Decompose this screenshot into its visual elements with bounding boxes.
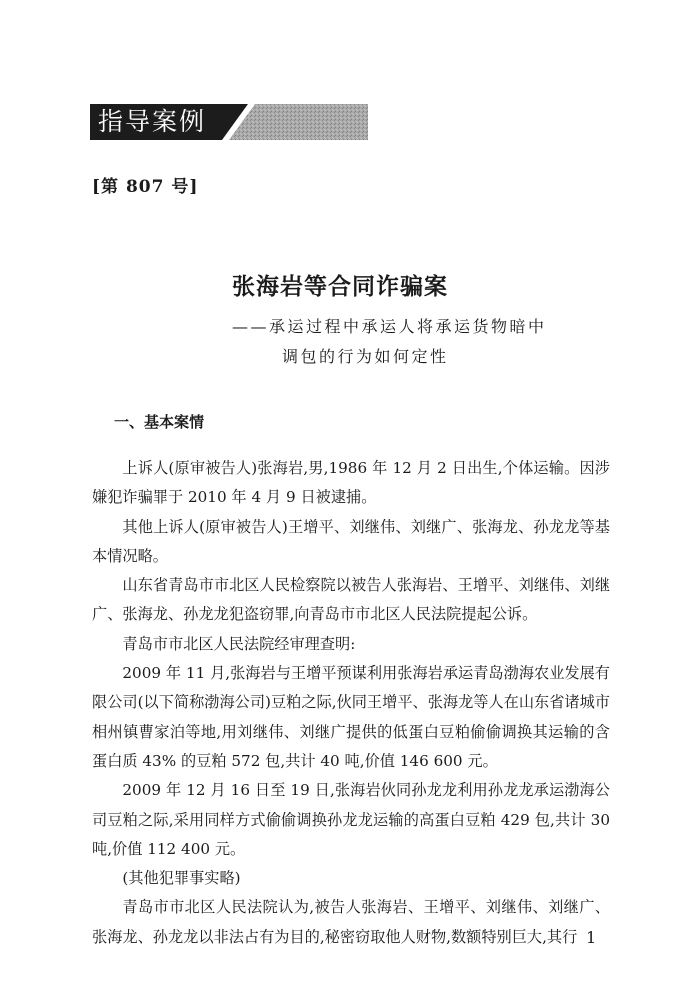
- paragraph: 青岛市市北区人民法院经审理查明:: [122, 634, 356, 653]
- case-subtitle-line-2: 调包的行为如何定性: [282, 347, 449, 366]
- paragraph: 上诉人(原审被告人)张海岩,男,1986 年 12 月 2 日出生,个体运输。因涉嫌犯诈骗罪于 2010 年 4 月 9 日被逮捕。: [92, 459, 610, 507]
- paragraph: (其他犯罪事实略): [122, 869, 241, 888]
- case-number: [第 807 号]: [92, 177, 199, 197]
- case-title: 张海岩等合同诈骗案: [232, 273, 448, 300]
- paragraph: 2009 年 12 月 16 日至 19 日,张海岩伙同孙龙龙利用孙龙龙承运渤海公司豆粕之际,采用同样方式偷偷调换孙龙龙运输的高蛋白豆粕 429 包,共计 30 吨,价值 112 400 元。: [92, 781, 610, 858]
- body-text: [92, 454, 610, 952]
- section-heading: 一、基本案情: [114, 413, 205, 431]
- page-number: 1: [586, 928, 597, 947]
- guiding-case-banner: [90, 104, 370, 140]
- case-subtitle-line-1: ——承运过程中承运人将承运货物暗中: [232, 317, 547, 336]
- banner-label: 指导案例: [98, 107, 207, 136]
- paragraph: 青岛市市北区人民法院认为,被告人张海岩、王增平、刘继伟、刘继广、张海龙、孙龙龙以非法占有为目的,秘密窃取他人财物,数额特别巨大,其行: [92, 898, 610, 946]
- paragraph: 山东省青岛市市北区人民检察院以被告人张海岩、王增平、刘继伟、刘继广、张海龙、孙龙龙犯盗窃罪,向青岛市市北区人民法院提起公诉。: [92, 576, 610, 624]
- paragraph: 2009 年 11 月,张海岩与王增平预谋利用张海岩承运青岛渤海农业发展有限公司(以下简称渤海公司)豆粕之际,伙同王增平、张海龙等人在山东省诸城市相州镇曹家泊等地,用刘继伟、刘继广提供的低蛋白豆粕偷偷调换其运输的含蛋白质 43% 的豆粕 572 包,共计 40 吨,价值 146 600 元。: [92, 664, 610, 770]
- banner-texture-block: [229, 104, 368, 140]
- paragraph: 其他上诉人(原审被告人)王增平、刘继伟、刘继广、张海龙、孙龙龙等基本情况略。: [92, 517, 610, 565]
